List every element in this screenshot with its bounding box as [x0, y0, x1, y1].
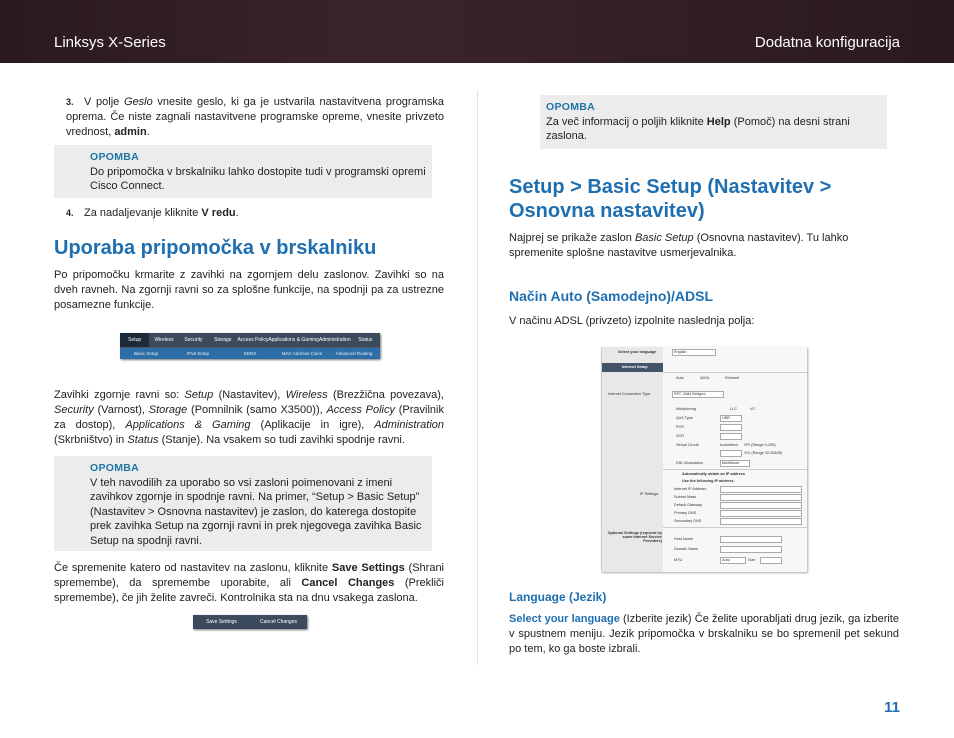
note-box	[54, 145, 432, 198]
note-box	[540, 95, 887, 149]
save-cancel-screenshot	[193, 615, 307, 629]
basic-setup-screenshot: Select your language English Internet Setup Auto ADSL Ethernet Internet Connection Type RFC 2684 Bridged Multiplexing LLC VC QoS Type UBR PCR SCR Autodetect Virtual Circuit VPI (Range 0-255) VCI (Range 32-65535) DSL Modulation MultiMode Automatically obtain an IP address Use the following IP address IP Settings Internet IP Address Subnet Mask Default Gateway Primary DNS Secondary DNS Optional Settings (required by some Internet Service Providers) Host Name Domain Name MTU Auto Size	[601, 347, 807, 572]
page-number: 11	[884, 699, 900, 716]
header-product: Linksys X-Series	[54, 34, 166, 51]
note-title: OPOMBA	[90, 151, 140, 163]
tab-access-policy: Access Policy	[237, 337, 269, 343]
note-text: Za več informacij o poljih kliknite Help (Pomoč) na desni strani zaslona.	[546, 115, 850, 142]
subtab-advanced-routing: Advanced Routing	[335, 351, 373, 356]
step-number: 3.	[66, 97, 74, 107]
subtab-ipv6: IPv6 Setup	[186, 351, 209, 356]
section-heading: Uporaba pripomočka v brskalniku	[54, 237, 377, 259]
note-title: OPOMBA	[546, 101, 596, 113]
subtab-mac-clone: MAC Address Clone	[281, 351, 323, 356]
page-header	[0, 0, 954, 63]
paragraph: Najprej se prikaže zaslon Basic Setup (Osnovna nastavitev). Tu lahko spremenite splošne nastavitve usmerjevalnika.	[509, 232, 849, 259]
header-section: Dodatna konfiguracija	[754, 34, 900, 51]
subheading-language: Language (Jezik)	[509, 590, 607, 604]
subheading: Način Auto (Samodejno)/ADSL	[509, 288, 714, 304]
section-heading: Setup > Basic Setup (Nastavitev > Osnovna nastavitev)	[509, 176, 832, 222]
step-3: 3. V polje Geslo vnesite geslo, ki ga je ustvarila nastavitvena programska oprema. Če niste zagnali nastavitvene programske opreme, vnesite privzeto vrednost, admin.	[66, 96, 444, 138]
nav-tabs-screenshot	[120, 333, 380, 359]
note-text: V teh navodilih za uporabo so vsi zasloni poimenovani z imeni zavihkov zgornje in spodnje ravni. Na primer, “Setup > Basic Setup” (Nastavitev > Osnovna nastavitev) je zaslon, do katerega dostopite prek zavihka Setup na zgornji ravni in prek njegovega zavihka Basic Setup na spodnji ravni.	[90, 476, 422, 547]
note-text: Do pripomočka v brskalniku lahko dostopite tudi v programski opremi Cisco Connect.	[90, 165, 426, 192]
tab-applications: Applications & Gaming	[268, 337, 319, 343]
tab-wireless: Wireless	[154, 337, 174, 343]
column-divider	[477, 90, 478, 665]
paragraph: Po pripomočku krmarite z zavihki na zgornjem delu zaslonov. Zavihki so na dveh ravneh. Na zgornji ravni so za splošne funkcije, na spodnji pa za ustrezne posamezne funkcije.	[54, 269, 444, 311]
tab-storage: Storage	[214, 337, 232, 343]
note-box	[54, 456, 432, 551]
paragraph-language: Select your language (Izberite jezik) Če želite uporabljati drug jezik, ga izberite v spustnem meniju. Jezik pripomočka v brskalniku se bo spremenil pet sekund po tem, ko ga boste izbrali.	[509, 613, 899, 655]
cancel-changes-button: Cancel Changes	[260, 619, 297, 625]
tab-administration: Administration	[318, 337, 351, 343]
step-4: 4. Za nadaljevanje kliknite V redu.	[66, 207, 239, 219]
paragraph: V načinu ADSL (privzeto) izpolnite naslednja polja:	[509, 315, 755, 327]
tab-security: Security	[184, 337, 203, 343]
tab-setup: Setup	[120, 333, 149, 347]
paragraph-save: Če spremenite katero od nastavitev na zaslonu, kliknite Save Settings (Shrani spremembe), da spremembe uporabite, ali Cancel Changes (Prekliči spremembe), če jih želite zavreči. Kontrolnika sta na dnu vsakega zaslona.	[54, 562, 445, 604]
subtab-ddns: DDNS	[243, 351, 257, 356]
paragraph-tabs: Zavihki zgornje ravni so: Setup (Nastavitev), Wireless (Brezžična povezava), Security (Varnost), Storage (Pomnilnik (samo X3500)), Access Policy (Pravilnik za dostop), Applications & Gaming (Aplikacije in igre), Administration (Skrbništvo) in Status (Stanje). Na vsakem so tudi zavihki spodnje ravni.	[54, 389, 444, 446]
save-settings-button: Save Settings	[206, 619, 237, 625]
note-title: OPOMBA	[90, 462, 140, 474]
tab-status: Status	[358, 337, 373, 343]
subtab-basic-setup: Basic Setup	[133, 351, 158, 356]
